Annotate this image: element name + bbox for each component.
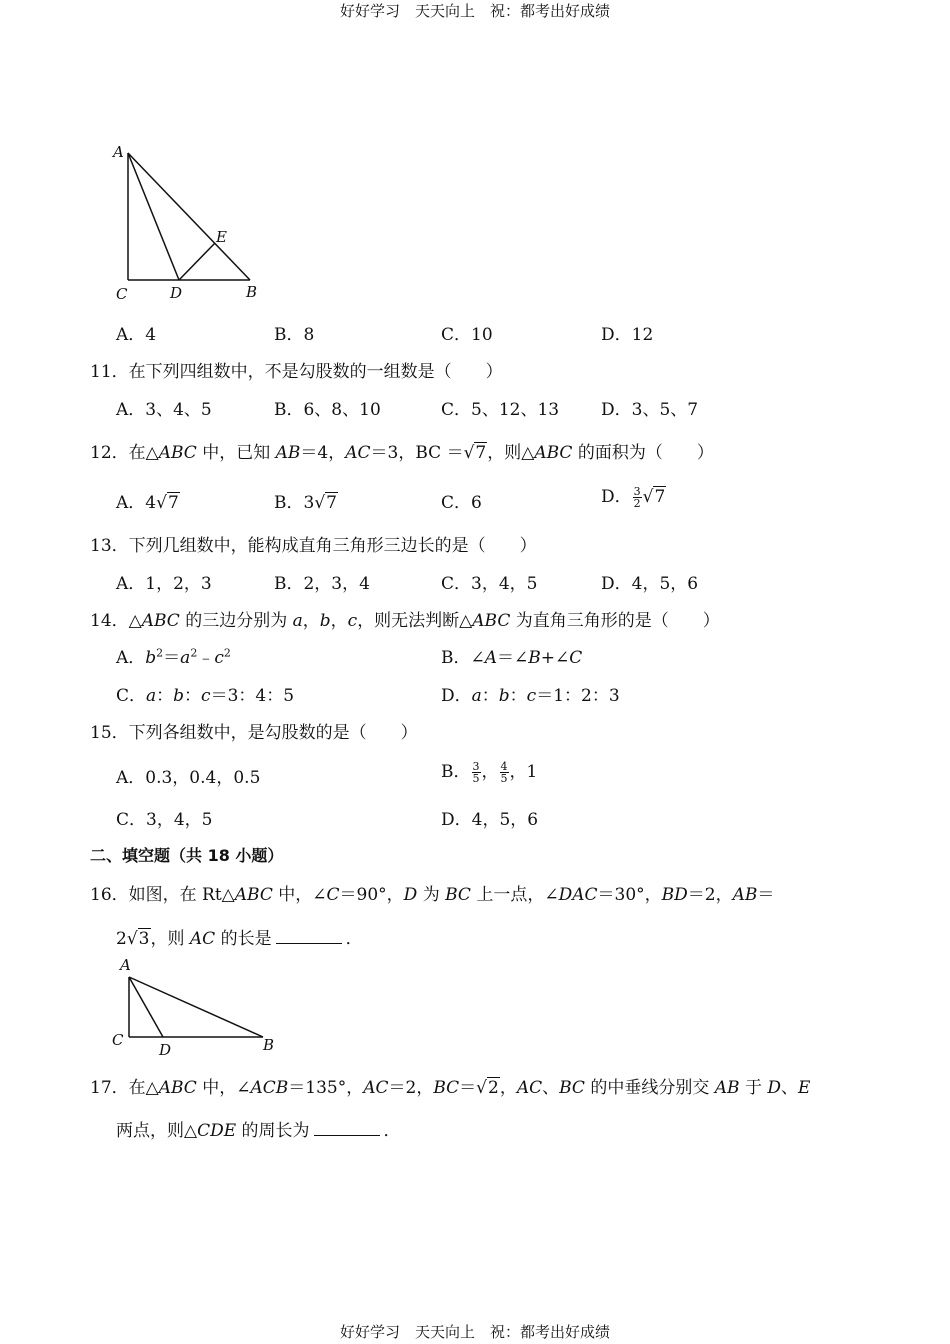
q13-option-c: C．3，4，5 [441, 574, 538, 594]
fig2-side-ab [129, 977, 263, 1037]
fig2-label-a: A [120, 956, 131, 974]
q14-option-b: B．∠A＝∠B+∠C [441, 648, 583, 668]
fig1-label-a: A [113, 143, 124, 161]
fig1-label-b: B [246, 283, 258, 301]
q10-option-d: D．12 [601, 325, 654, 345]
q13-option-d: D．4，5，6 [601, 574, 699, 594]
q15-option-a: A．0.3，0.4，0.5 [116, 768, 261, 788]
fig1-segment-de [179, 243, 215, 280]
fig2-label-b: B [263, 1036, 275, 1054]
fig1-segment-ad [128, 153, 179, 280]
q10-option-a: A．4 [116, 325, 157, 345]
page-header: 好好学习 天天向上 祝：都考出好成绩 [339, 2, 610, 20]
q12-option-a: A．4√7 [116, 493, 179, 513]
q13-option-b: B．2，3，4 [274, 574, 370, 594]
q10-option-b: B．8 [274, 325, 315, 345]
q14-option-d: D．a：b：c＝1：2：3 [441, 686, 620, 706]
q15-option-c: C．3，4，5 [116, 810, 213, 830]
q11-option-d: D．3、5、7 [601, 400, 699, 420]
fig2-label-d: D [159, 1041, 172, 1059]
q11-option-c: C．5、12、13 [441, 400, 560, 420]
q17-line-1: 17．在△ABC 中，∠ACB＝135°，AC＝2，BC＝√2，AC、BC 的中垂线分别交 AB 于 D、E [90, 1078, 811, 1098]
q13-stem: 13．下列几组数中，能构成直角三角形三边长的是（ ） [90, 536, 537, 556]
q16-answer-blank [276, 929, 342, 944]
q14-option-c: C．a：b：c＝3：4：5 [116, 686, 295, 706]
triangle-figure-1 [105, 140, 275, 310]
q15-option-b: B． $\frac{3}{5}$ ， $\frac{4}{5}$ ，1 [441, 760, 538, 785]
q17-answer-blank [314, 1121, 380, 1136]
q11-stem: 11．在下列四组数中，不是勾股数的一组数是（ ） [90, 362, 503, 382]
triangle-figure-2 [105, 955, 290, 1065]
q11-option-a: A．3、4、5 [116, 400, 212, 420]
q14-stem: 14．△ABC 的三边分别为 a，b，c，则无法判断△ABC 为直角三角形的是（ ） [90, 611, 720, 631]
q10-option-c: C．10 [441, 325, 493, 345]
q12-option-c: C．6 [441, 493, 482, 513]
fig1-side-ab [128, 153, 250, 280]
q12-stem: 12．在△ABC 中，已知 AB＝4，AC＝3，BC ＝√7，则△ABC 的面积为（ ） [90, 443, 714, 463]
fig1-label-e: E [216, 228, 227, 246]
fig1-label-c: C [116, 285, 128, 303]
q16-line-1: 16．如图，在 Rt△ABC 中，∠C＝90°，D 为 BC 上一点，∠DAC＝30°，BD＝2，AB＝ [90, 885, 775, 905]
q12-option-b: B．3√7 [274, 493, 337, 513]
q17-line-2: 两点，则△CDE 的周长为 ． [116, 1121, 401, 1141]
q15-option-d: D．4，5，6 [441, 810, 539, 830]
q12-option-d: D． $\frac{3}{2}$ √7 [601, 485, 666, 510]
page-footer: 好好学习 天天向上 祝：都考出好成绩 [339, 1323, 610, 1341]
section-heading: 二、填空题（共 18 小题） [90, 846, 284, 865]
q16-line-2: 2√3，则 AC 的长是 ． [116, 929, 363, 949]
q11-option-b: B．6、8、10 [274, 400, 381, 420]
q15-stem: 15．下列各组数中，是勾股数的是（ ） [90, 723, 418, 743]
sqrt-7: √7 [463, 443, 487, 463]
q14-option-a: A．$b^2=a^2﹣c^2$ [116, 646, 231, 668]
fig2-segment-ad [129, 977, 163, 1037]
fig1-label-d: D [170, 284, 183, 302]
q13-option-a: A．1，2，3 [116, 574, 212, 594]
fig2-label-c: C [112, 1031, 124, 1049]
